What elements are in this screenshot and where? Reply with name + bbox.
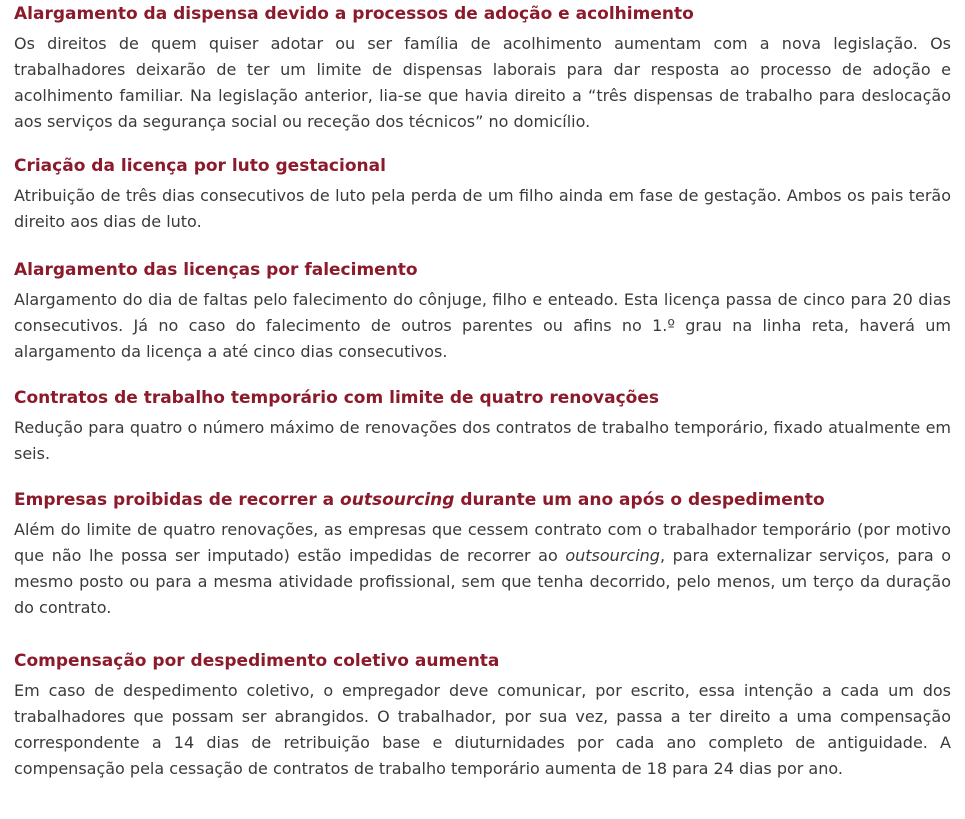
section-body: Redução para quatro o número máximo de renovações dos contratos de trabalho temporário, fixado atualmente em seis. [14, 418, 951, 463]
section-body: Alargamento do dia de faltas pelo falecimento do cônjuge, filho e enteado. Esta licença passa de cinco para 20 dias consecutivos. Já no caso do falecimento de outros parentes ou afins no 1.º grau na linha reta, haverá um alargamento da licença a até cinco dias consecutivos. [14, 290, 951, 361]
section-heading: Contratos de trabalho temporário com limite de quatro renovações [14, 388, 660, 408]
section-gestational-grief-leave [14, 155, 951, 235]
section-bereavement-leave [14, 259, 951, 365]
heading-text-after: durante um ano após o despedimento [454, 490, 825, 510]
section-body [14, 517, 951, 621]
section-heading: Alargamento da dispensa devido a processos de adoção e acolhimento [14, 4, 694, 24]
section-body: Atribuição de três dias consecutivos de luto pela perda de um filho ainda em fase de gestação. Ambos os pais terão direito aos dias de luto. [14, 186, 951, 231]
section-temporary-contracts [14, 387, 951, 467]
section-outsourcing-ban [14, 489, 951, 621]
section-heading: Compensação por despedimento coletivo aumenta [14, 651, 500, 671]
body-text-before: Além do limite de quatro renovações, as empresas que cessem contrato com o trabalhador temporário (por motivo que não lhe possa ser imputado) estão impedidas de recorrer ao [14, 520, 951, 565]
section-heading: Criação da licença por luto gestacional [14, 156, 386, 176]
section-body: Em caso de despedimento coletivo, o empregador deve comunicar, por escrito, essa intenção a cada um dos trabalhadores que possam ser abrangidos. O trabalhador, por sua vez, passa a ter direito a uma compensação correspondente a 14 dias de retribuição base e diuturnidades por cada ano completo de antiguidade. A compensação pela cessação de contratos de trabalho temporário aumenta de 18 para 24 dias por ano. [14, 681, 951, 778]
section-body: Os direitos de quem quiser adotar ou ser família de acolhimento aumentam com a nova legislação. Os trabalhadores deixarão de ter um limite de dispensas laborais para dar resposta ao processo de adoção e acolhimento familiar. Na legislação anterior, lia-se que havia direito a “três dispensas de trabalho para deslocação aos serviços da segurança social ou receção dos técnicos” no domicílio. [14, 34, 951, 131]
heading-emphasis: outsourcing [340, 490, 455, 510]
section-heading [14, 489, 951, 511]
body-emphasis: outsourcing [565, 546, 660, 565]
body-text-after: , para externalizar serviços, para o mesmo posto ou para a mesma atividade profissional, sem que tenha decorrido, pelo menos, um terço da duração do contrato. [14, 546, 952, 617]
heading-text-before: Empresas proibidas de recorrer a [14, 490, 341, 510]
section-collective-dismissal-compensation [14, 650, 951, 782]
section-adoption-leave [14, 3, 951, 135]
section-heading: Alargamento das licenças por falecimento [14, 260, 418, 280]
